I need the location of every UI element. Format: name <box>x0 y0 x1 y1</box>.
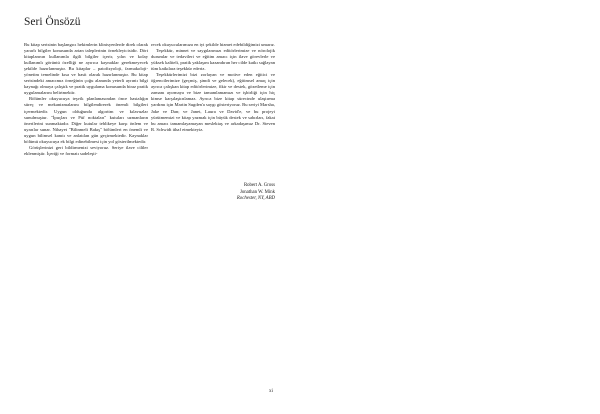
paragraph: Görüşlerinizi geri bildirmenizi seviyoruz. Seriye ilave ciltler eklenmiştir. İçeriği ve formatı sadeleşti- <box>24 144 148 156</box>
paragraph: Teşekkür, minnet ve saygılarımızı editörlerimize ve nörolojik durumlar ve tedavileri ve eğitim amacı için ilave görevlerle ve yüksek kaliteli, pratik yaklaşım kazandıran her cilde katkı sağlayan tüm katkılara teşekkür ederiz. <box>151 48 275 72</box>
left-text-column <box>24 42 148 157</box>
paragraph: Bölümler okuyucuya teşvik planlamasından önce hastalığın süreç ve mekanizmalarını bilgilendirerek önemli bilgileri içermektedir. Uygun olduğunda algoritm ve kılavuzlar sunulmuştur. "İpuçları ve Püf noktaları" kutuları uzmanların önerilerini sunmaktadır. Diğer kutular tehlikeye karşı önlem ve uyarılar sunar. Nihayet "Bilinmeli Bakış" bölümleri en önemli ve uygun bilimsel kanıtı ve anlatılan gün geçirmektedir. Kaynaklar bölümü okuyucuya ek bilgi edinebilmesi için yol gösterilmektedir. <box>24 96 148 144</box>
paragraph: Teşekkürlerimizi bizi zorlayan ve motive eden eğitici ve öğrencilerimize (geçmiş, şimdi ve gelecek), eğitimsel amaç için ayrıca çalışkan kitap editörlerimize, fikir ve destek, gözetleme için zamanı ayırmaya ve bize tamamlamamızı ve işbirliği için hiç kimse karşılaştırılamaz. Ayrıca bize kitap sürecinde ulaştırma yardımı için Martin Sugden'a saygı gösteriyoruz. Bu seriyi Marsha, Jake ve Dan; ve Janet, Laura ve David'e, ve bu projeyi yürütmemizi ve kitap yazmak için büyük destek ve sabırları, fakat bu amacı tamamlayamayan meslektaş ve arkadaşımız Dr. Steven R. Schwidt ithaf etmekteyiz. <box>151 72 275 132</box>
signature-name-1: Robert A. Gross <box>243 183 275 188</box>
signature-name-2: Jonathan W. Mink <box>239 189 275 195</box>
page-number: xi <box>269 389 273 394</box>
paragraph: Bu kitap serisinin başlangıcı hekimlerin klinisyenlerde direk olarak yararlı bilgiler konusunda artan taleplerinin örnekleyicisidir. Dört kitaplarının kullanımla ilgili bilgiler içerir, yılın ve kolay kullanımlı görüntü özelliği ne ayırıca kaynaklar gerekmeyecek şekilde hazırlanmıştır. Bu kitaplar – patofizyoloji, farmakoloji- yönetim temelinde kısa ve basit olarak hazırlanmıştır. Bu kitap serisindeki amacımız örneğinin çoğu alanında yeterli ayrıntı bilgi kaynağı olmaya çalıştık ve pratik uygulama konusunda biraz pratik uygulamalarını belirtmektir. <box>24 42 148 96</box>
signature-location: Rochester, NY, ABD <box>236 196 275 202</box>
right-text-column <box>151 42 275 133</box>
paragraph: recek okuyucularımıza en iyi şekilde hizmet edebildiğimizi umarız. <box>151 42 275 47</box>
signature-block <box>151 183 275 203</box>
page-title: Seri Önsözü <box>24 16 81 28</box>
